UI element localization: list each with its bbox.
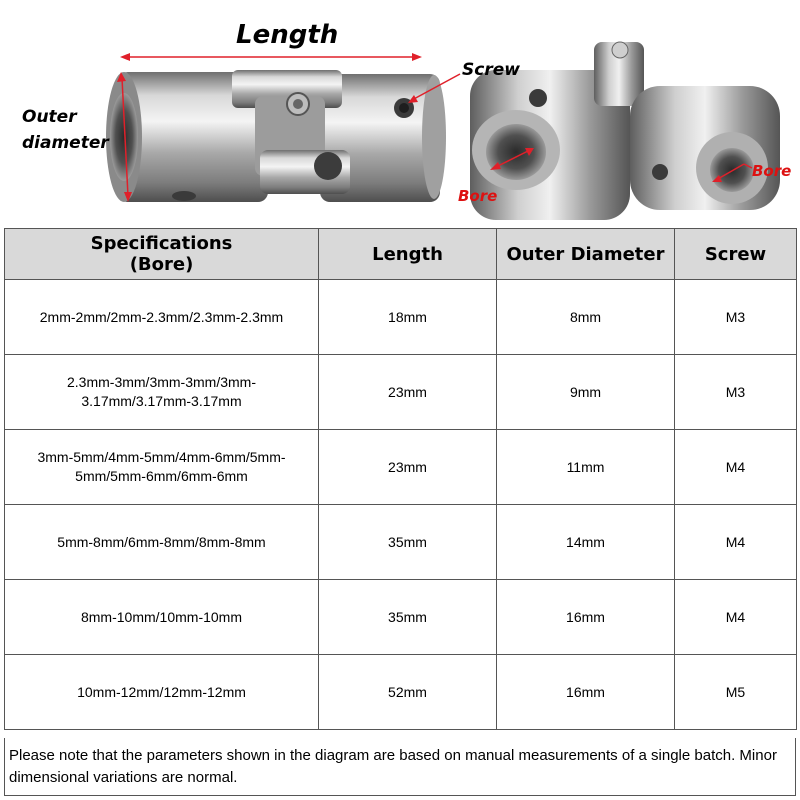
- header-specifications: [5, 229, 319, 280]
- cell-screw: M3: [675, 280, 797, 355]
- cell-screw: M5: [675, 655, 797, 730]
- cell-bore-spec: 8mm-10mm/10mm-10mm: [5, 580, 319, 655]
- table-row: [5, 280, 797, 355]
- cell-length: 18mm: [319, 280, 497, 355]
- measurement-note: Please note that the parameters shown in the diagram are based on manual measurements of a single batch. Minor dimensional variations are normal.: [4, 738, 796, 796]
- outer-diameter-line1: Outer: [22, 107, 77, 127]
- cell-bore-spec: 5mm-8mm/6mm-8mm/8mm-8mm: [5, 505, 319, 580]
- header-screw: Screw: [675, 229, 797, 280]
- cell-outer-diameter: 8mm: [497, 280, 675, 355]
- table-header-row: [5, 229, 797, 280]
- header-specifications-line2: (Bore): [129, 254, 194, 275]
- cell-length: 52mm: [319, 655, 497, 730]
- cell-bore-spec: 10mm-12mm/12mm-12mm: [5, 655, 319, 730]
- header-length: Length: [319, 229, 497, 280]
- screw-label: Screw: [462, 60, 520, 80]
- outer-diameter-line2: diameter: [22, 133, 109, 153]
- header-outer-diameter: Outer Diameter: [497, 229, 675, 280]
- header-specifications-line1: Specifications: [90, 233, 233, 254]
- cell-bore-spec: 2.3mm-3mm/3mm-3mm/3mm-3.17mm/3.17mm-3.17mm: [5, 355, 319, 430]
- specifications-table: [4, 228, 797, 730]
- cell-bore-spec: 2mm-2mm/2mm-2.3mm/2.3mm-2.3mm: [5, 280, 319, 355]
- cell-outer-diameter: 9mm: [497, 355, 675, 430]
- cell-screw: M3: [675, 355, 797, 430]
- table-row: [5, 355, 797, 430]
- cell-screw: M4: [675, 505, 797, 580]
- cell-screw: M4: [675, 580, 797, 655]
- table-row: [5, 580, 797, 655]
- joint-side-view: [106, 70, 446, 202]
- cell-outer-diameter: 14mm: [497, 505, 675, 580]
- cell-length: 35mm: [319, 505, 497, 580]
- universal-joint-drawing: [0, 0, 800, 228]
- cell-outer-diameter: 11mm: [497, 430, 675, 505]
- cell-outer-diameter: 16mm: [497, 580, 675, 655]
- cell-outer-diameter: 16mm: [497, 655, 675, 730]
- product-illustration: [0, 0, 800, 228]
- cell-length: 23mm: [319, 355, 497, 430]
- cell-bore-spec: 3mm-5mm/4mm-5mm/4mm-6mm/5mm-5mm/5mm-6mm/6mm-6mm: [5, 430, 319, 505]
- bore-label-left: Bore: [458, 187, 498, 205]
- length-dimension-arrow: [120, 53, 422, 61]
- table-row: [5, 505, 797, 580]
- table-row: [5, 430, 797, 505]
- length-label: Length: [236, 20, 339, 50]
- cell-screw: M4: [675, 430, 797, 505]
- bore-label-right: Bore: [752, 162, 792, 180]
- table-row: [5, 655, 797, 730]
- cell-length: 23mm: [319, 430, 497, 505]
- outer-diameter-label: [22, 104, 109, 156]
- cell-length: 35mm: [319, 580, 497, 655]
